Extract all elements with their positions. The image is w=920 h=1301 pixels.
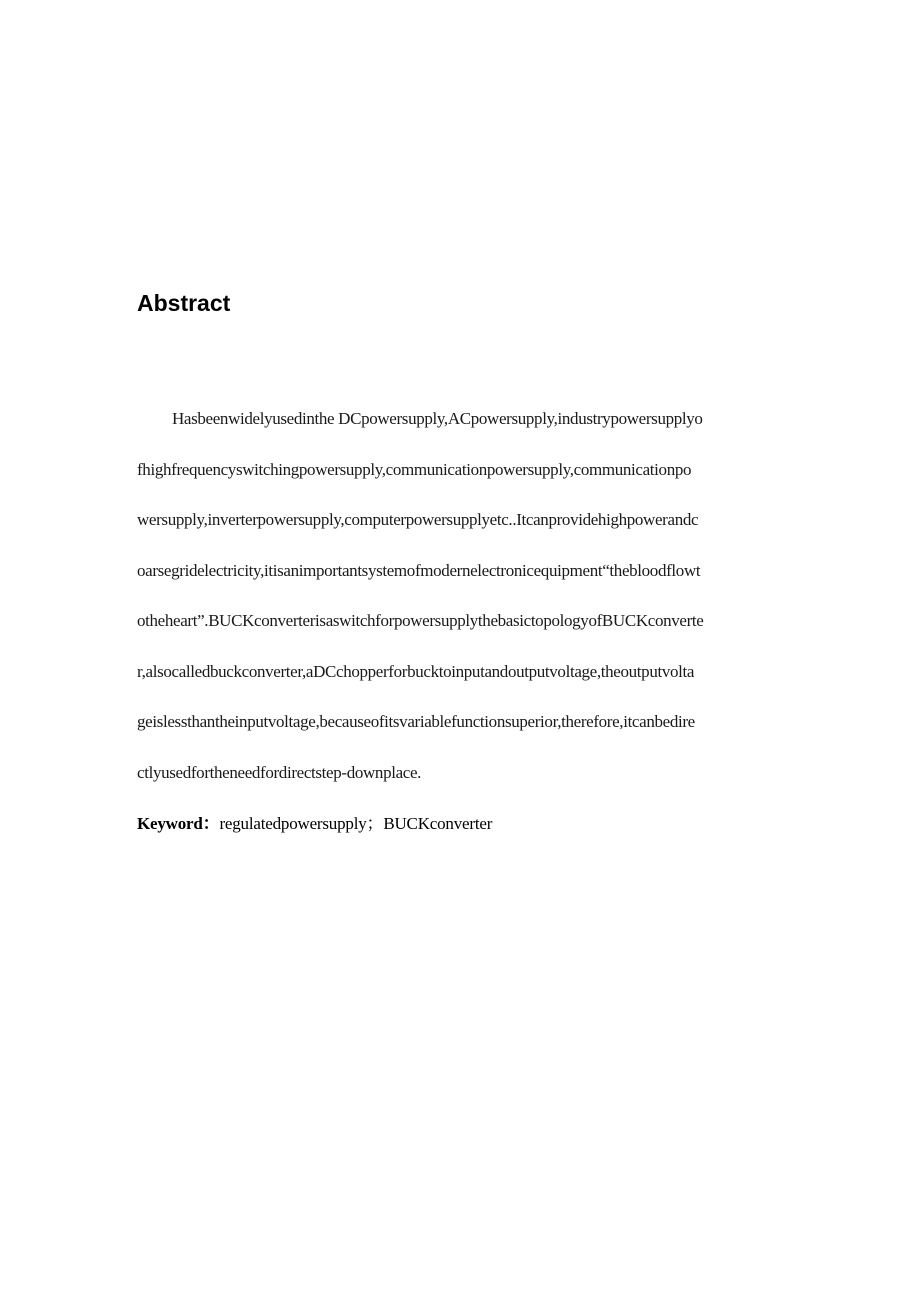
abstract-line: ctlyusedfortheneedfordirectstep-downplace.	[137, 762, 422, 782]
abstract-line: oarsegridelectricity,itisanimportantsystemofmodernelectronicequipment“thebloodflowt	[137, 560, 701, 580]
keyword-separator: ；	[366, 814, 384, 833]
abstract-line: wersupply,inverterpowersupply,computerpowersupplyetc..Itcanprovidehighpowerandc	[137, 510, 699, 529]
abstract-line: otheheart”.BUCKconverterisaswitchforpowersupplythebasictopologyofBUCKconverte	[137, 611, 704, 630]
abstract-line: Hasbeenwidelyusedinthe DCpowersupply,ACpowersupply,industrypowersupplyo	[172, 409, 703, 428]
keyword-item: BUCKconverter	[383, 814, 493, 833]
keyword-label: Keyword：	[137, 814, 220, 833]
keyword-row	[137, 810, 492, 838]
abstract-line: geislessthantheinputvoltage,becauseofitsvariablefunctionsuperior,therefore,itcanbedire	[137, 712, 695, 731]
abstract-heading: Abstract	[137, 290, 231, 316]
abstract-line: r,alsocalledbuckconverter,aDCchopperforbucktoinputandoutputvoltage,theoutputvolta	[137, 661, 695, 681]
abstract-line: fhighfrequencyswitchingpowersupply,communicationpowersupply,communicationpo	[137, 459, 692, 479]
abstract-body	[137, 404, 787, 808]
keyword-item: regulatedpowersupply	[219, 814, 367, 833]
